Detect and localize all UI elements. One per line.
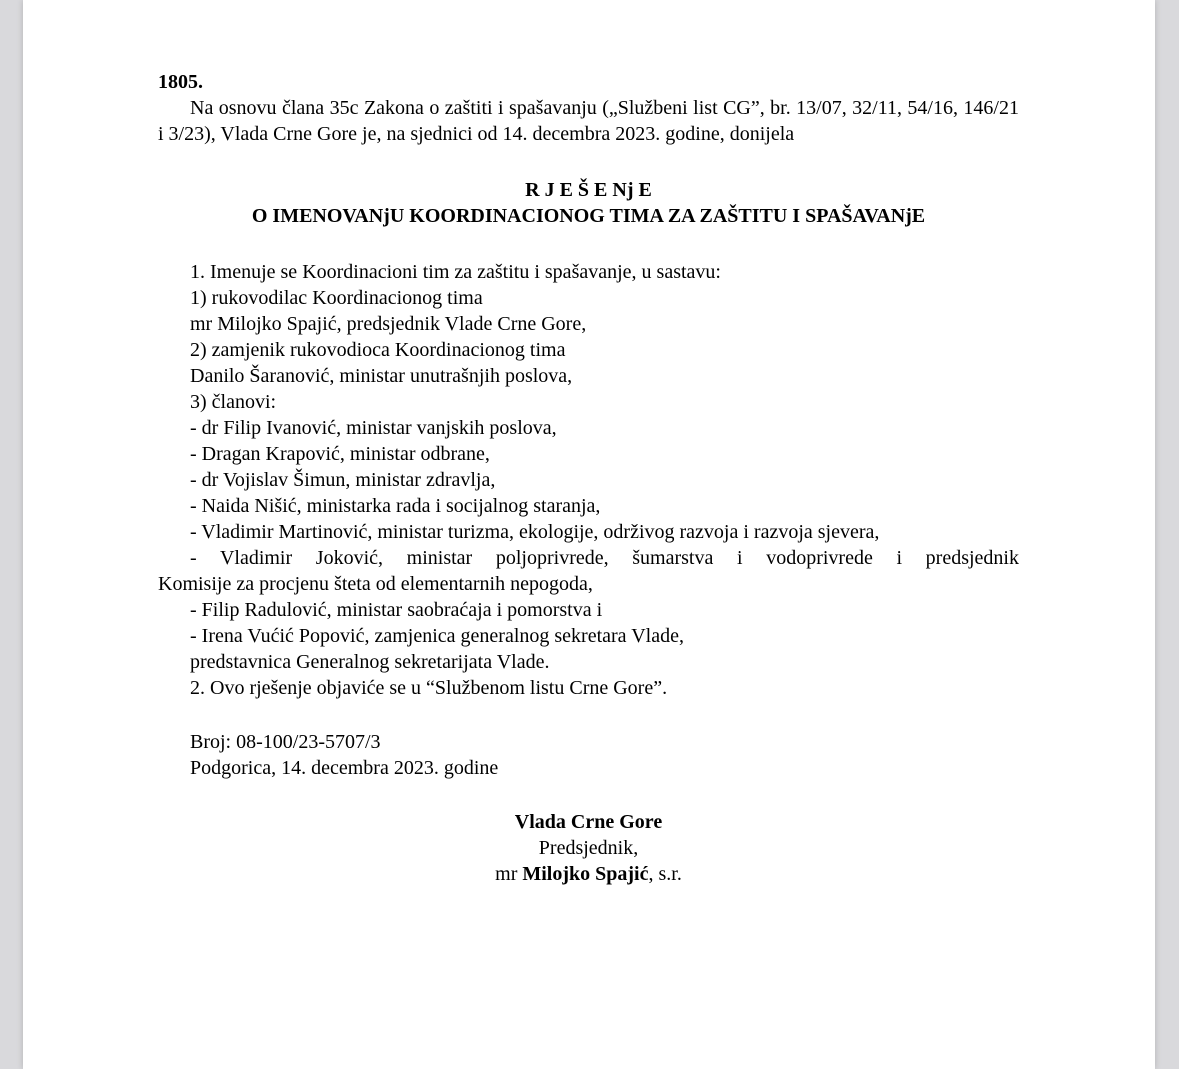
meta-block (158, 729, 1019, 781)
member-item: - Naida Nišić, ministarka rada i socijalnog staranja, (190, 495, 601, 517)
signature-prefix: mr (495, 863, 523, 885)
signature-line (158, 861, 1019, 887)
member-item: - dr Filip Ivanović, ministar vanjskih poslova, (190, 417, 557, 439)
member-item-cont: predstavnica Generalnog sekretarijata Vlade. (190, 651, 550, 673)
role-2: 2) zamjenik rukovodioca Koordinacionog tima (190, 339, 566, 361)
preamble-paragraph: Na osnovu člana 35c Zakona o zaštiti i spašavanju („Službeni list CG”, br. 13/07, 32/11, 54/16, 146/21 i 3/23), Vlada Crne Gore je, na sjednici od 14. decembra 2023. godine, donijela (158, 97, 1019, 145)
point-2: 2. Ovo rješenje objaviće se u “Službenom listu Crne Gore”. (190, 677, 668, 699)
member-item-line2: Komisije za procjenu šteta od elementarnih nepogoda, (158, 573, 593, 595)
decision-title: R J E Š E Nj E (525, 179, 652, 201)
role-1-person: mr Milojko Spajić, predsjednik Vlade Crne Gore, (190, 313, 587, 335)
decision-number: 1805. (158, 71, 203, 93)
signature-name: Milojko Spajić (522, 863, 649, 885)
member-item: - Dragan Krapović, ministar odbrane, (190, 443, 490, 465)
role-2-person: Danilo Šaranović, ministar unutrašnjih poslova, (190, 365, 573, 387)
member-item: - Vladimir Martinović, ministar turizma, ekologije, održivog razvoja i razvoja sjevera, (190, 521, 880, 543)
member-item: - dr Vojislav Šimun, ministar zdravlja, (190, 469, 496, 491)
signature-suffix: , s.r. (648, 863, 682, 885)
role-1: 1) rukovodilac Koordinacionog tima (190, 287, 483, 309)
signature-body: Vlada Crne Gore (514, 811, 663, 833)
document-content (158, 69, 1019, 887)
member-item: - Irena Vućić Popović, zamjenica generalnog sekretara Vlade, (190, 625, 684, 647)
signature-role: Predsjednik, (538, 837, 639, 859)
member-item-line1: - Vladimir Joković, ministar poljoprivrede, šumarstva i vodoprivrede i predsjednik (190, 547, 1019, 569)
reference-number: Broj: 08-100/23-5707/3 (190, 731, 381, 753)
member-item: - Filip Radulović, ministar saobraćaja i pomorstva i (190, 599, 603, 621)
document-page (23, 0, 1155, 1069)
point-1: 1. Imenuje se Koordinacioni tim za zaštitu i spašavanje, u sastavu: (190, 261, 721, 283)
decision-subtitle: O IMENOVANjU KOORDINACIONOG TIMA ZA ZAŠTITU I SPAŠAVANjE (251, 205, 926, 227)
place-date: Podgorica, 14. decembra 2023. godine (190, 757, 499, 779)
role-3: 3) članovi: (190, 391, 277, 413)
decision-body (158, 259, 1019, 571)
title-block (158, 177, 1019, 229)
decision-body-cont (158, 597, 1019, 701)
signature-block (158, 809, 1019, 887)
